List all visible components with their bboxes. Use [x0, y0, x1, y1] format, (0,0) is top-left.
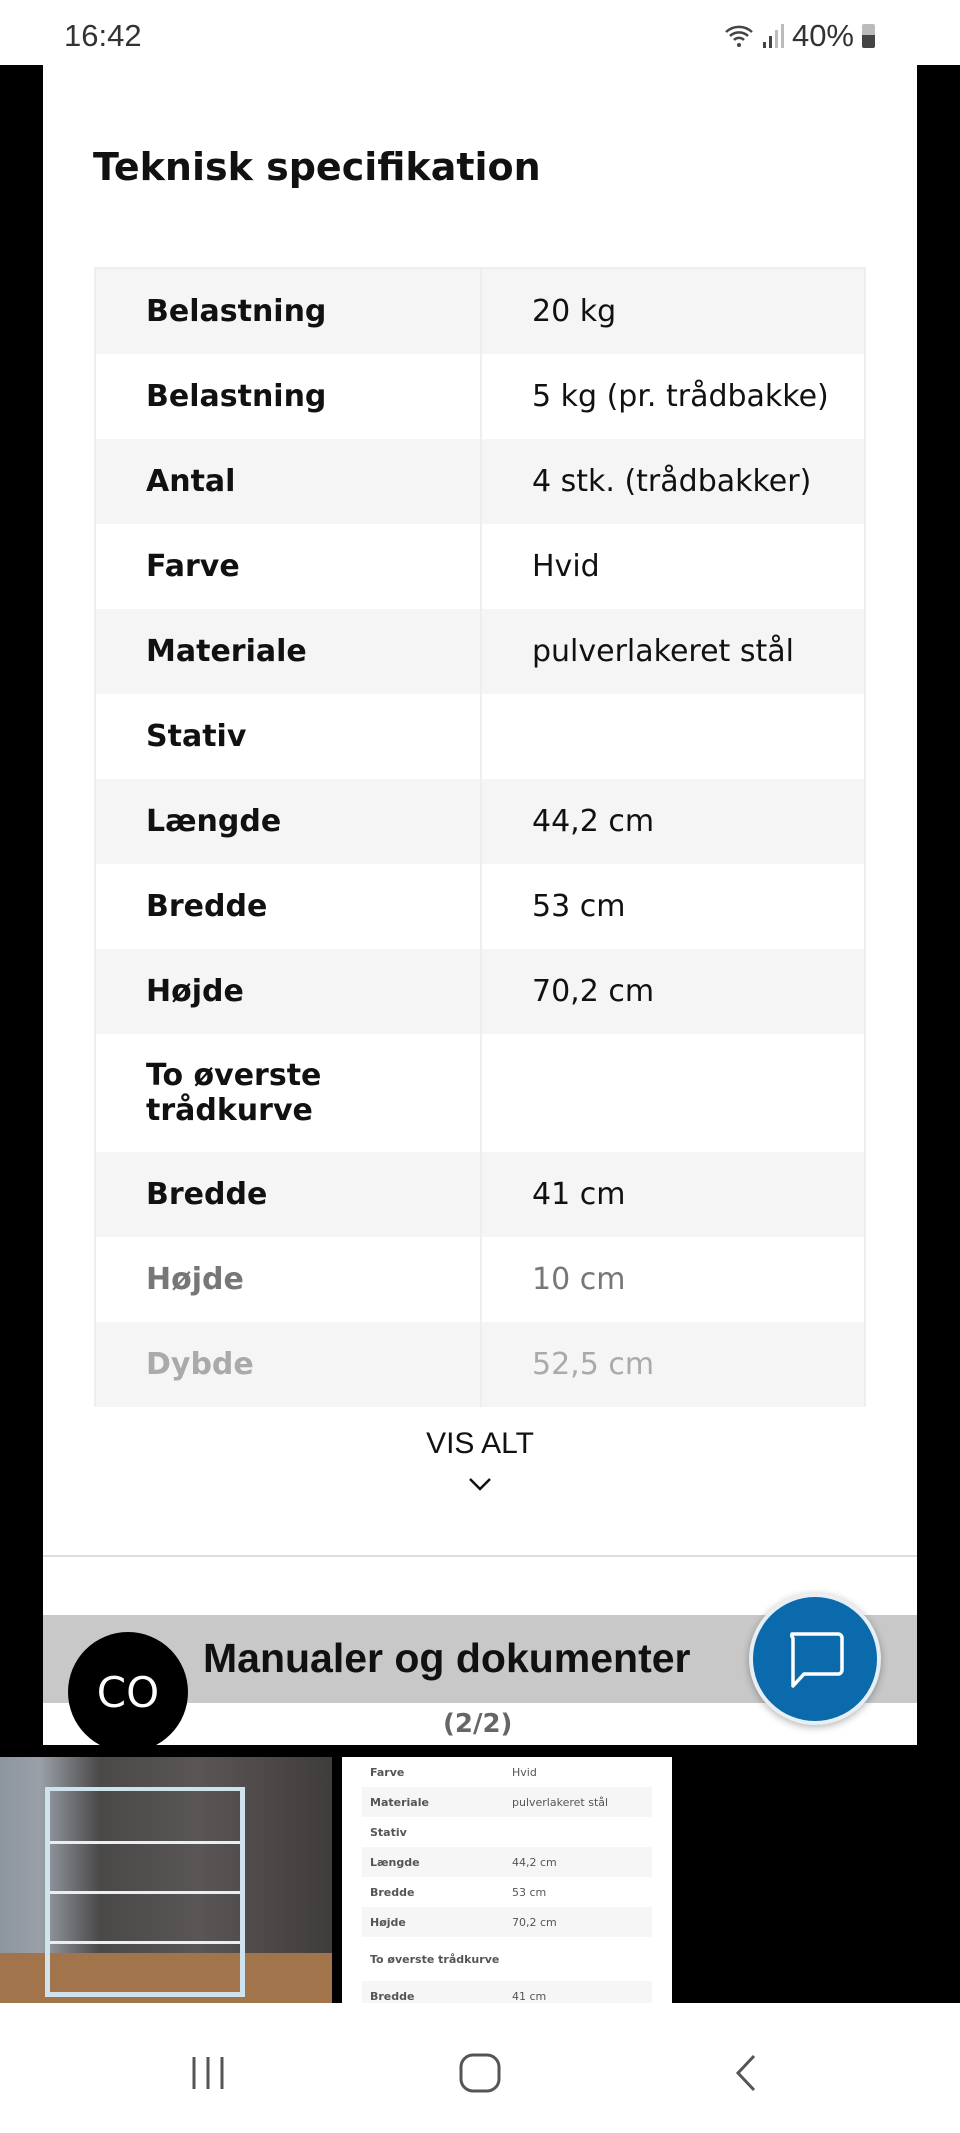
spec-value: 10 cm — [532, 1262, 626, 1297]
recent-apps-icon[interactable] — [188, 2053, 228, 2093]
spec-label: Stativ — [96, 694, 482, 779]
spec-value: pulverlakeret stål — [532, 634, 794, 669]
spec-value: Hvid — [532, 549, 600, 584]
signal-icon — [762, 24, 784, 48]
spec-value: 44,2 cm — [532, 804, 655, 839]
chevron-down-icon[interactable] — [467, 1471, 493, 1497]
spec-label: Farve — [370, 1765, 405, 1779]
table-row — [96, 1237, 864, 1322]
spec-value: 53 cm — [512, 1885, 547, 1899]
table-row — [362, 1817, 652, 1847]
table-row — [96, 694, 864, 779]
spec-label: Højde — [370, 1915, 406, 1929]
spec-value: 70,2 cm — [532, 974, 655, 1009]
image-counter: (2/2) — [443, 1709, 513, 1739]
spec-label: Højde — [96, 949, 482, 1034]
spec-value: 52,5 cm — [532, 1347, 655, 1382]
table-row — [362, 1937, 652, 1981]
table-row — [362, 1847, 652, 1877]
table-row — [96, 524, 864, 609]
chat-button[interactable] — [749, 1593, 881, 1725]
table-row — [96, 1152, 864, 1237]
spec-value: 53 cm — [532, 889, 626, 924]
table-row — [362, 1757, 652, 1787]
table-row — [362, 1907, 652, 1937]
spec-label: To øverste trådkurve — [370, 1952, 500, 1966]
spec-label: To øverste trådkurve — [96, 1034, 482, 1152]
spec-table — [94, 267, 866, 1407]
spec-value: pulverlakeret stål — [512, 1795, 609, 1809]
spec-label: Antal — [96, 439, 482, 524]
wire-rack-image — [45, 1787, 245, 1997]
spec-value: Hvid — [512, 1765, 537, 1779]
co-button[interactable]: CO — [68, 1632, 188, 1752]
table-row — [96, 609, 864, 694]
wifi-icon — [724, 23, 754, 49]
spec-label: Belastning — [96, 269, 482, 354]
battery-icon — [862, 24, 875, 48]
spec-label: Længde — [96, 779, 482, 864]
spec-label: Farve — [96, 524, 482, 609]
table-row — [362, 1877, 652, 1907]
spec-label: Bredde — [370, 1989, 415, 2003]
section-title: Teknisk specifikation — [93, 145, 541, 189]
home-icon[interactable] — [458, 2053, 502, 2093]
spec-panel — [43, 65, 917, 1745]
spec-label: Længde — [370, 1855, 420, 1869]
table-row — [96, 864, 864, 949]
spec-value: 5 kg (pr. trådbakke) — [532, 379, 829, 414]
spec-label: Bredde — [96, 864, 482, 949]
spec-label: Bredde — [370, 1885, 415, 1899]
thumbnail-spec-screenshot[interactable] — [342, 1757, 672, 2003]
spec-label: Stativ — [370, 1825, 407, 1839]
spec-label: Belastning — [96, 354, 482, 439]
table-row — [96, 269, 864, 354]
show-all-button[interactable]: VIS ALT — [426, 1427, 534, 1460]
spec-label: Bredde — [96, 1152, 482, 1237]
back-icon[interactable] — [732, 2053, 762, 2093]
spec-label: Materiale — [370, 1795, 429, 1809]
spec-label: Dybde — [96, 1322, 482, 1407]
status-time: 16:42 — [64, 18, 142, 53]
table-row — [96, 354, 864, 439]
thumbnail-photo[interactable] — [0, 1757, 332, 2003]
status-bar — [0, 0, 960, 65]
spec-value: 70,2 cm — [512, 1915, 557, 1929]
table-row — [362, 1981, 652, 2003]
spec-value: 41 cm — [512, 1989, 547, 2003]
spec-label: Materiale — [96, 609, 482, 694]
table-row — [362, 1787, 652, 1817]
table-row — [96, 1322, 864, 1407]
chat-bubble-icon — [784, 1628, 846, 1690]
android-nav-bar — [0, 2003, 960, 2133]
table-row — [96, 779, 864, 864]
spec-value: 41 cm — [532, 1177, 626, 1212]
table-row — [96, 439, 864, 524]
table-row — [96, 1034, 864, 1152]
spec-label: Højde — [96, 1237, 482, 1322]
battery-percent: 40% — [791, 18, 854, 53]
spec-value: 20 kg — [532, 294, 617, 329]
section-divider — [43, 1555, 917, 1557]
spec-value: 44,2 cm — [512, 1855, 557, 1869]
table-row — [96, 949, 864, 1034]
spec-value: 4 stk. (trådbakker) — [532, 464, 812, 499]
manuals-heading: Manualer og dokumenter — [203, 1635, 691, 1681]
